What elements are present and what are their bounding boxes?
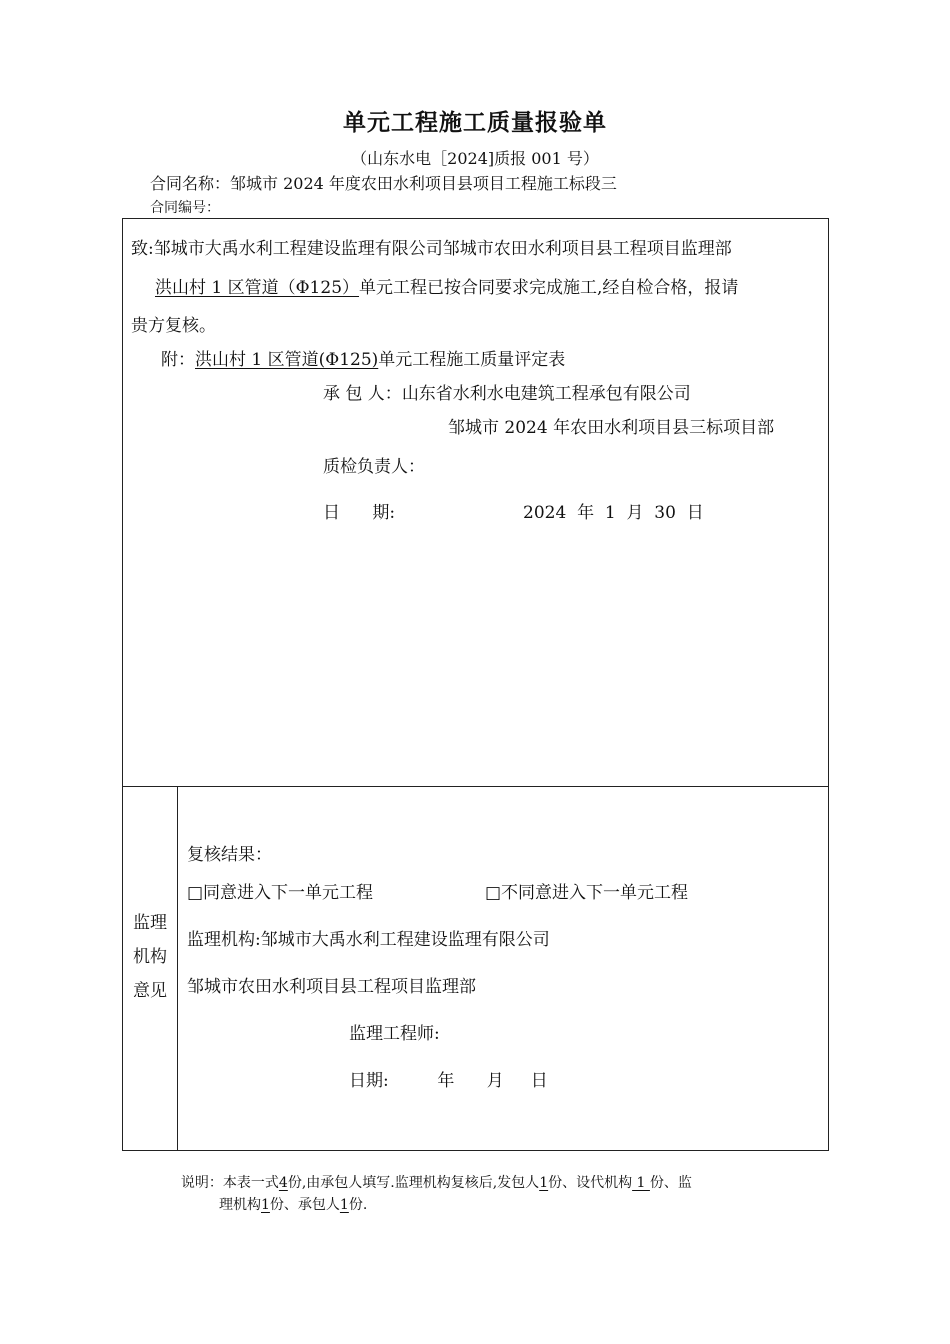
unit-name: 洪山村 1 区管道（Φ125） [155,278,360,298]
attachment-line [161,345,565,370]
note-part2: 份,由承包人填写.监理机构复核后,发包人 [287,1175,540,1191]
date-value: 2024 年 1 月 30 日 [523,503,704,523]
side-label-2: 机构 [133,947,167,967]
contractor-line [323,379,691,404]
column-divider [177,786,178,1150]
page-title: 单元工程施工质量报验单 [343,110,607,136]
agency-line: 监理机构:邹城市大禹水利工程建设监理有限公司 [187,930,550,950]
attachment-link[interactable]: 洪山村 1 区管道(Φ125) [195,350,379,370]
contract-number-label: 合同编号： [150,200,220,216]
review-label: 复核结果： [187,845,272,865]
note-owner: 1 [539,1175,549,1191]
agency-dept: 邹城市农田水利项目县工程项目监理部 [187,977,476,997]
note-prefix: 说明：本表一式 [180,1175,279,1191]
form-table [122,218,829,1151]
engineer-label: 监理工程师: [349,1024,440,1044]
side-label [123,906,177,1008]
row-divider [123,786,828,787]
note-line2-b: 份、承包人 [269,1197,340,1213]
report-statement [155,273,738,298]
note-supervisor: 1 [261,1197,270,1213]
contract-name-label: 合同名称： [150,174,231,193]
note-line-2 [219,1194,367,1214]
date-label: 日 期: [323,503,396,523]
report-text: 单元工程已按合同要求完成施工,经自检合格，报请 [359,278,739,298]
note-line-1 [172,1156,692,1192]
disagree-checkbox[interactable]: □不同意进入下一单元工程 [485,883,689,903]
note-part4: 份、监 [649,1175,692,1191]
contract-name [150,171,617,194]
note-copies: 4 [278,1175,288,1191]
note-line2-c: 份. [348,1197,368,1213]
qc-label: 质检负责人： [323,457,425,477]
side-label-3: 意见 [133,981,167,1001]
note-contractor: 1 [339,1197,349,1213]
contract-name-value: 邹城市 2024 年度农田水利项目县项目工程施工标段三 [230,174,617,193]
review-date: 日期: 年 月 日 [349,1071,548,1091]
agree-checkbox[interactable]: □同意进入下一单元工程 [187,883,374,903]
note-line2-a: 理机构 [219,1197,261,1213]
attachment-text: 单元工程施工质量评定表 [378,350,566,370]
side-label-1: 监理 [133,913,167,933]
report-text-cont: 贵方复核。 [131,316,216,336]
form-number: （山东水电［2024]质报 001 号） [351,149,599,168]
attachment-label: 附： [161,350,195,370]
recipient-line: 致:邹城市大禹水利工程建设监理有限公司邹城市农田水利项目县工程项目监理部 [131,239,732,259]
contractor-label: 承 包 人： [323,384,402,404]
note-part3: 份、设代机构 [548,1175,633,1191]
note-design: 1 [632,1175,650,1191]
contractor-dept: 邹城市 2024 年农田水利项目县三标项目部 [448,418,775,438]
contractor-name: 山东省水利水电建筑工程承包有限公司 [401,384,691,404]
